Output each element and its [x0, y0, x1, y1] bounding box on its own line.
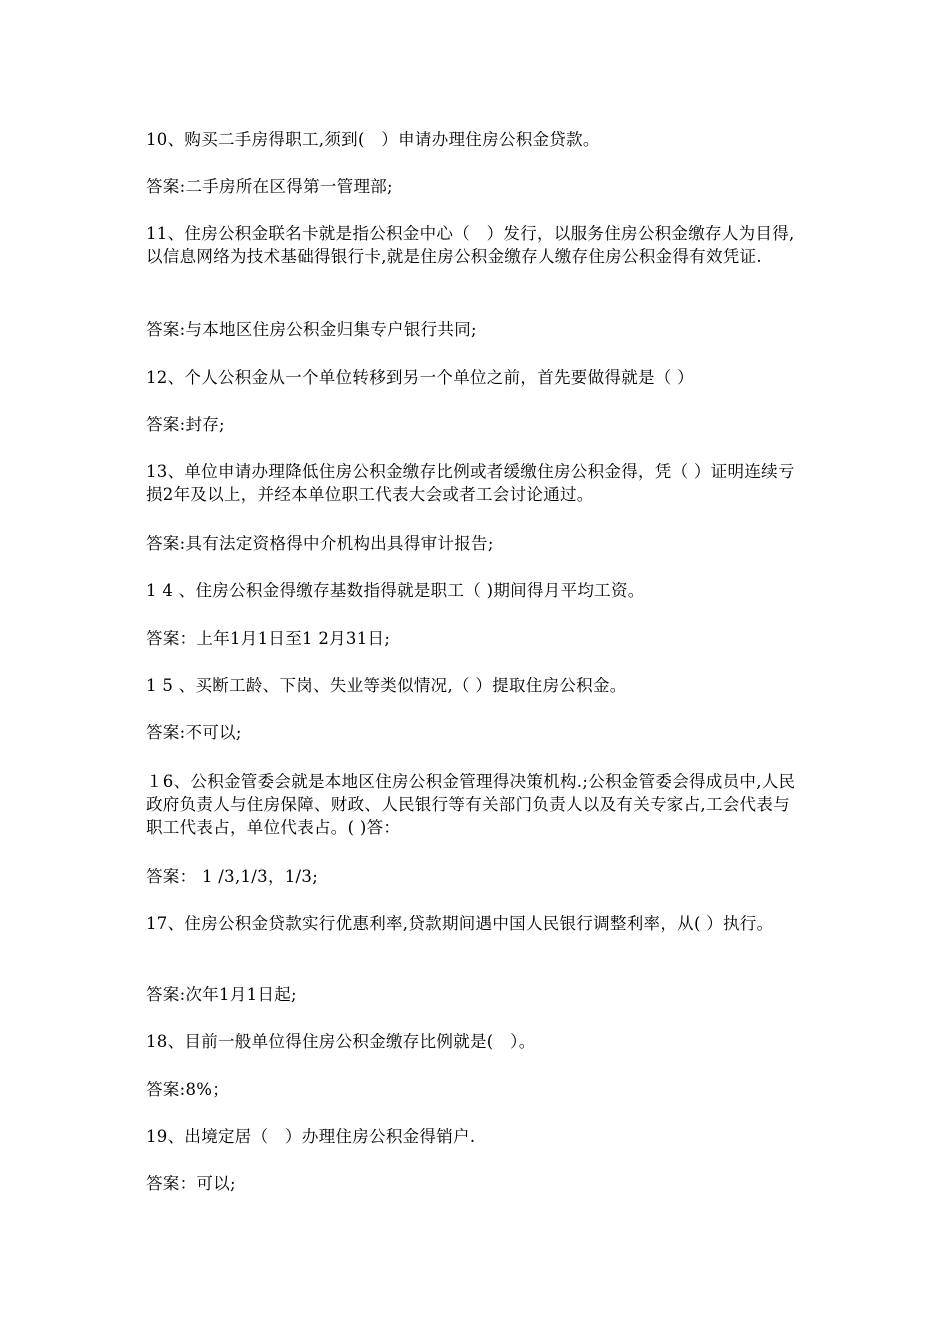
answer-10: 答案:二手房所在区得第一管理部; [146, 177, 393, 196]
question-17: 17、住房公积金贷款实行优惠利率,贷款期间遇中国人民银行调整利率，从( ）执行。 [146, 914, 774, 933]
question-19: 19、出境定居（ ）办理住房公积金得销户. [146, 1127, 476, 1146]
answer-12: 答案:封存; [146, 415, 225, 434]
question-10: 10、购买二手房得职工,须到( ）申请办理住房公积金贷款。 [146, 130, 600, 149]
answer-16: 答案： 1 /3,1/3，1/3; [146, 867, 319, 886]
answer-11: 答案:与本地区住房公积金归集专户银行共同; [146, 320, 477, 339]
question-13: 13、单位申请办理降低住房公积金缴存比例或者缓缴住房公积金得，凭（ ）证明连续亏损2年及以上，并经本单位职工代表大会或者工会讨论通过。 [146, 462, 795, 504]
answer-13: 答案:具有法定资格得中介机构出具得审计报告; [146, 534, 494, 553]
question-16: １6、公积金管委会就是本地区住房公积金管理得决策机构.;公积金管委会得成员中,人民政府负责人与住房保障、财政、人民银行等有关部门负责人以及有关专家占,工会代表与职工代表占，单位代表占。( )答： [146, 772, 796, 837]
question-18: 18、目前一般单位得住房公积金缴存比例就是( ）。 [146, 1032, 536, 1051]
answer-15: 答案:不可以; [146, 723, 242, 742]
question-12: 12、个人公积金从一个单位转移到另一个单位之前，首先要做得就是（ ） [146, 368, 694, 387]
answer-19: 答案：可以; [146, 1174, 236, 1193]
question-15: 1 5 、买断工龄、下岗、失业等类似情况,（ ）提取住房公积金。 [146, 676, 627, 695]
question-11: 11、住房公积金联名卡就是指公积金中心（ ）发行，以服务住房公积金缴存人为目得,以信息网络为技术基础得银行卡,就是住房公积金缴存人缴存住房公积金得有效凭证. [146, 224, 795, 266]
answer-18: 答案:8%； [146, 1080, 230, 1099]
question-14: 1 4 、住房公积金得缴存基数指得就是职工（ )期间得月平均工资。 [146, 581, 645, 600]
answer-17: 答案:次年1月1日起; [146, 985, 297, 1004]
answer-14: 答案：上年1月1日至1 2月31日; [146, 629, 391, 648]
